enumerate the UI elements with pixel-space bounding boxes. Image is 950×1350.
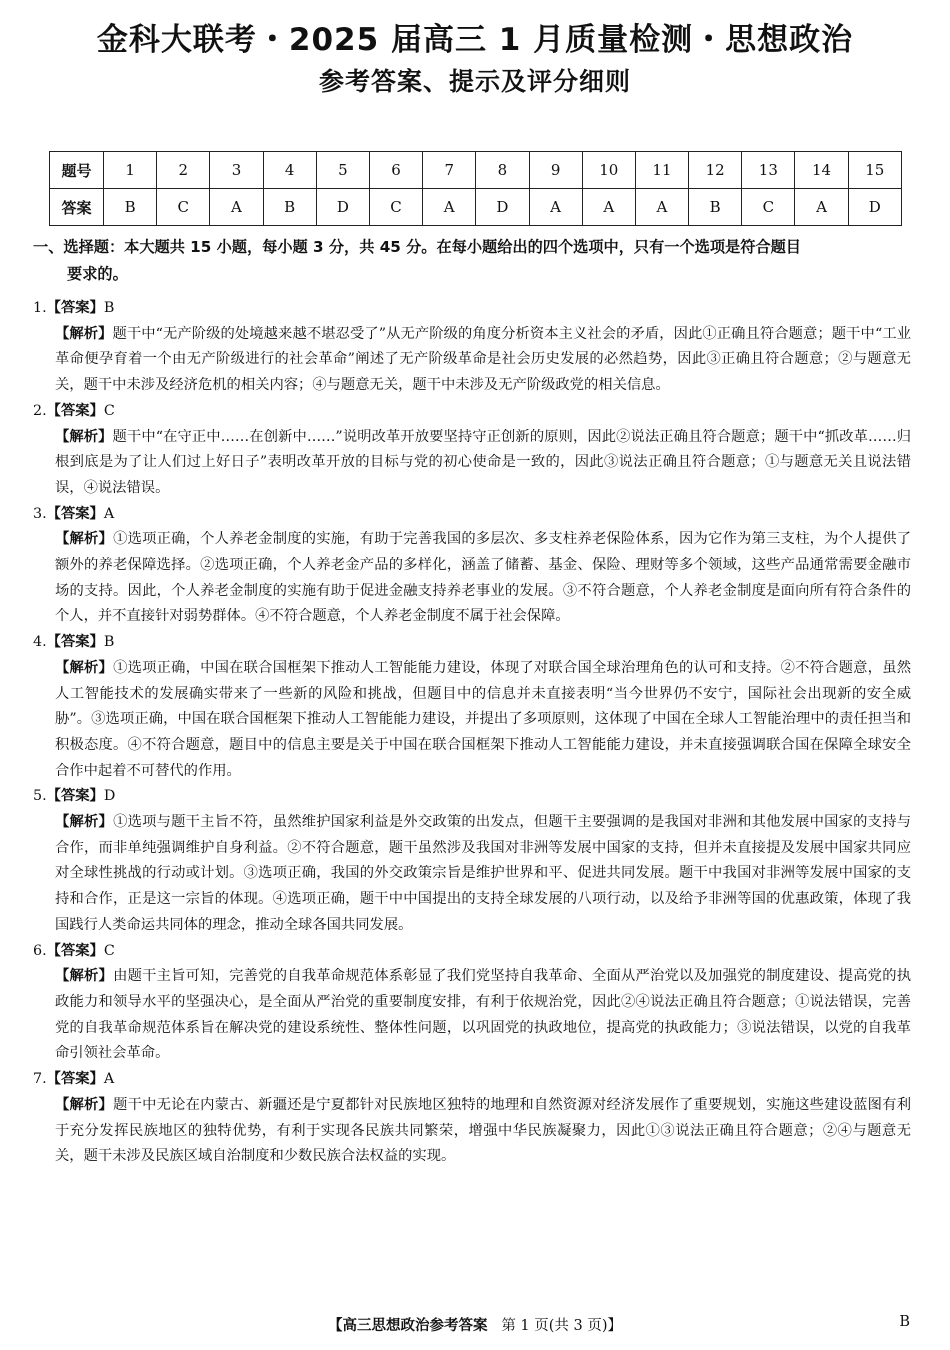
table-cell: 13 <box>742 152 795 189</box>
table-cell: C <box>742 189 795 226</box>
question-number: 4. <box>33 634 47 651</box>
table-cell: D <box>476 189 529 226</box>
answer-tag: 【答案】 <box>46 300 104 316</box>
question-number: 6. <box>33 942 47 959</box>
explanation-text: 题干中“无产阶级的处境越来越不堪忍受了”从无产阶级的角度分析资本主义社会的矛盾，因此①正确且符合题意；题干中“工业革命便孕育着一个由无产阶级进行的社会革命”阐述了无产阶级革命是社会历史发展的必然趋势，因此③正确且符合题意；②与题意无关，题干中未涉及经济危机的相关内容；④与题意无关，题干中未涉及无产阶级政党的相关信息。 <box>55 325 912 394</box>
explain-tag: 【解析】 <box>55 968 114 985</box>
explanation <box>33 527 911 630</box>
question-block-2 <box>33 399 911 502</box>
answer-value: C <box>103 402 115 419</box>
question-number: 5. <box>33 788 47 805</box>
explanation-text: 题干中“在守正中……在创新中……”说明改革开放要坚持守正创新的原则，因此②说法正确且符合题意；题干中“抓改革……归根到底是为了让人们过上好日子”表明改革开放的目标与党的初心使命是一致的，因此③说法正确且符合题意；①与题意无关且说法错误，④说法错误。 <box>55 428 912 496</box>
explanation <box>33 656 911 785</box>
explain-tag: 【解析】 <box>55 325 113 342</box>
explanation <box>33 810 911 939</box>
explanation-text: ①选项正确，个人养老金制度的实施，有助于完善我国的多层次、多支柱养老保险体系，因为它作为第三支柱，为个人提供了额外的养老保障选择。②选项正确，个人养老金产品的多样化，涵盖了储蓄、基金、保险、理财等多个领域，这些产品通常需要金融市场的支持。因此，个人养老金制度的实施有助于促进金融支持养老事业的发展。③不符合题意，个人养老金制度是面向所有符合条件的个人，并不直接针对弱势群体。④不符合题意，个人养老金制度不属于社会保障。 <box>55 531 912 625</box>
question-number: 7. <box>33 1071 47 1088</box>
explain-tag: 【解析】 <box>55 814 114 831</box>
table-cell: 8 <box>476 152 529 189</box>
table-cell: 3 <box>210 152 263 189</box>
question-block-3 <box>33 502 911 631</box>
row-label-number: 题号 <box>50 152 104 189</box>
page-footer <box>0 1314 950 1335</box>
question-number: 3. <box>33 505 47 522</box>
answer-line <box>33 939 911 965</box>
answer-line <box>33 502 911 528</box>
question-number: 1. <box>33 300 47 316</box>
explanation-text: ①选项正确，中国在联合国框架下推动人工智能能力建设，体现了对联合国全球治理角色的认可和支持。②不符合题意，虽然人工智能技术的发展确实带来了一些新的风险和挑战，但题目中的信息并未直接表明“当今世界仍不安宁，国际社会出现新的安全威胁”。③选项正确，中国在联合国框架下推动人工智能能力建设，并提出了多项原则，这体现了中国在全球人工智能治理中的责任担当和积极态度。④不符合题意，题目中的信息主要是关于中国在联合国框架下推动人工智能能力建设，并未直接强调联合国在保障全球安全合作中起着不可替代的作用。 <box>55 659 912 779</box>
answer-tag: 【答案】 <box>46 788 104 805</box>
answer-value: D <box>103 788 116 805</box>
table-cell: A <box>423 189 476 226</box>
question-block-6 <box>33 939 911 1068</box>
footer-label: 【高三思想政治参考答案 <box>327 1318 488 1334</box>
answer-line <box>33 399 911 425</box>
table-cell: A <box>210 189 263 226</box>
question-block-5 <box>33 784 911 938</box>
table-cell: 11 <box>635 152 688 189</box>
table-cell: 15 <box>848 152 901 189</box>
answer-tag: 【答案】 <box>46 1071 104 1088</box>
table-cell: B <box>263 189 316 226</box>
table-cell: C <box>157 189 210 226</box>
table-cell: 2 <box>157 152 210 189</box>
section-heading-line1: 一、选择题：本大题共 15 小题，每小题 3 分，共 45 分。在每小题给出的四个选项中，只有一个选项是符合题目 <box>33 238 801 256</box>
answer-table <box>49 151 902 226</box>
explanation-text: 由题干主旨可知，完善党的自我革命规范体系彰显了我们党坚持自我革命、全面从严治党以及加强党的制度建设、提高党的执政能力和领导水平的坚强决心，是全面从严治党的重要制度安排，有利于依规治党，因此②④说法正确且符合题意；①说法错误，完善党的自我革命规范体系旨在解决党的建设系统性、整体性问题，以巩固党的执政地位，提高党的执政能力；③说法错误，以党的自我革命引领社会革命。 <box>55 968 912 1062</box>
explanation <box>33 964 911 1067</box>
table-cell: B <box>104 189 157 226</box>
answer-line <box>33 1067 911 1093</box>
answer-tag: 【答案】 <box>46 634 104 651</box>
table-cell: 5 <box>316 152 369 189</box>
question-number-row <box>50 152 902 189</box>
table-cell: 10 <box>582 152 635 189</box>
table-cell: 7 <box>423 152 476 189</box>
answer-line <box>33 296 911 322</box>
explanation <box>33 322 911 399</box>
section-heading-line2: 要求的。 <box>67 265 128 283</box>
table-cell: A <box>635 189 688 226</box>
answer-value: A <box>103 1071 115 1088</box>
question-block-1 <box>33 296 911 399</box>
table-cell: D <box>848 189 901 226</box>
table-cell: D <box>316 189 369 226</box>
question-block-7 <box>33 1067 911 1170</box>
table-cell: A <box>529 189 582 226</box>
table-cell: 9 <box>529 152 582 189</box>
explain-tag: 【解析】 <box>55 659 114 676</box>
explanation <box>33 425 911 502</box>
table-cell: B <box>689 189 742 226</box>
answer-row <box>50 189 902 226</box>
explanation <box>33 1093 911 1170</box>
section-heading <box>33 234 913 288</box>
answer-line <box>33 784 911 810</box>
table-cell: A <box>795 189 848 226</box>
explain-tag: 【解析】 <box>55 428 113 445</box>
page-title: 金科大联考・2025 届高三 1 月质量检测・思想政治 <box>96 22 854 58</box>
answer-tag: 【答案】 <box>46 505 104 522</box>
explain-tag: 【解析】 <box>55 531 114 548</box>
explain-tag: 【解析】 <box>55 1096 114 1113</box>
table-cell: C <box>369 189 422 226</box>
row-label-answer: 答案 <box>50 189 104 226</box>
table-cell: 14 <box>795 152 848 189</box>
answer-line <box>33 630 911 656</box>
question-block-4 <box>33 630 911 784</box>
answer-value: B <box>103 634 115 651</box>
footer-page-number: 第 1 页(共 3 页)】 <box>501 1318 623 1334</box>
explanation-text: ①选项与题干主旨不符，虽然维护国家利益是外交政策的出发点，但题干主要强调的是我国对非洲和其他发展中国家的支持与合作，而非单纯强调维护自身利益。②不符合题意，题干虽然涉及我国对非洲等发展中国家的支持，但并未直接提及发展中国家共同应对全球性挑战的行动或计划。③选项正确，我国的外交政策宗旨是维护世界和平、促进共同发展。题干中我国对非洲等发展中国家的支持和合作，正是这一宗旨的体现。④选项正确，题干中中国提出的支持全球发展的八项行动，以及给予非洲等国的优惠政策，体现了我国践行人类命运共同体的理念，推动全球各国共同发展。 <box>55 814 912 933</box>
answer-value: C <box>103 942 115 959</box>
explanation-text: 题干中无论在内蒙古、新疆还是宁夏都针对民族地区独特的地理和自然资源对经济发展作了重要规划，实施这些建设蓝图有利于充分发挥民族地区的独特优势，有利于实现各民族共同繁荣，增强中华民族凝聚力，因此①③说法正确且符合题意；②④与题意无关，题干未涉及民族区域自治制度和少数民族合法权益的实现。 <box>55 1096 912 1165</box>
answer-explanations <box>33 296 911 1170</box>
table-cell: 1 <box>104 152 157 189</box>
answer-tag: 【答案】 <box>46 402 104 419</box>
answer-value: B <box>103 300 115 316</box>
table-cell: 12 <box>689 152 742 189</box>
page-subtitle: 参考答案、提示及评分细则 <box>318 67 631 96</box>
version-mark: B <box>899 1314 910 1330</box>
answer-value: A <box>103 505 115 522</box>
question-number: 2. <box>33 402 47 419</box>
table-cell: 6 <box>369 152 422 189</box>
table-cell: 4 <box>263 152 316 189</box>
table-cell: A <box>582 189 635 226</box>
answer-tag: 【答案】 <box>46 942 104 959</box>
